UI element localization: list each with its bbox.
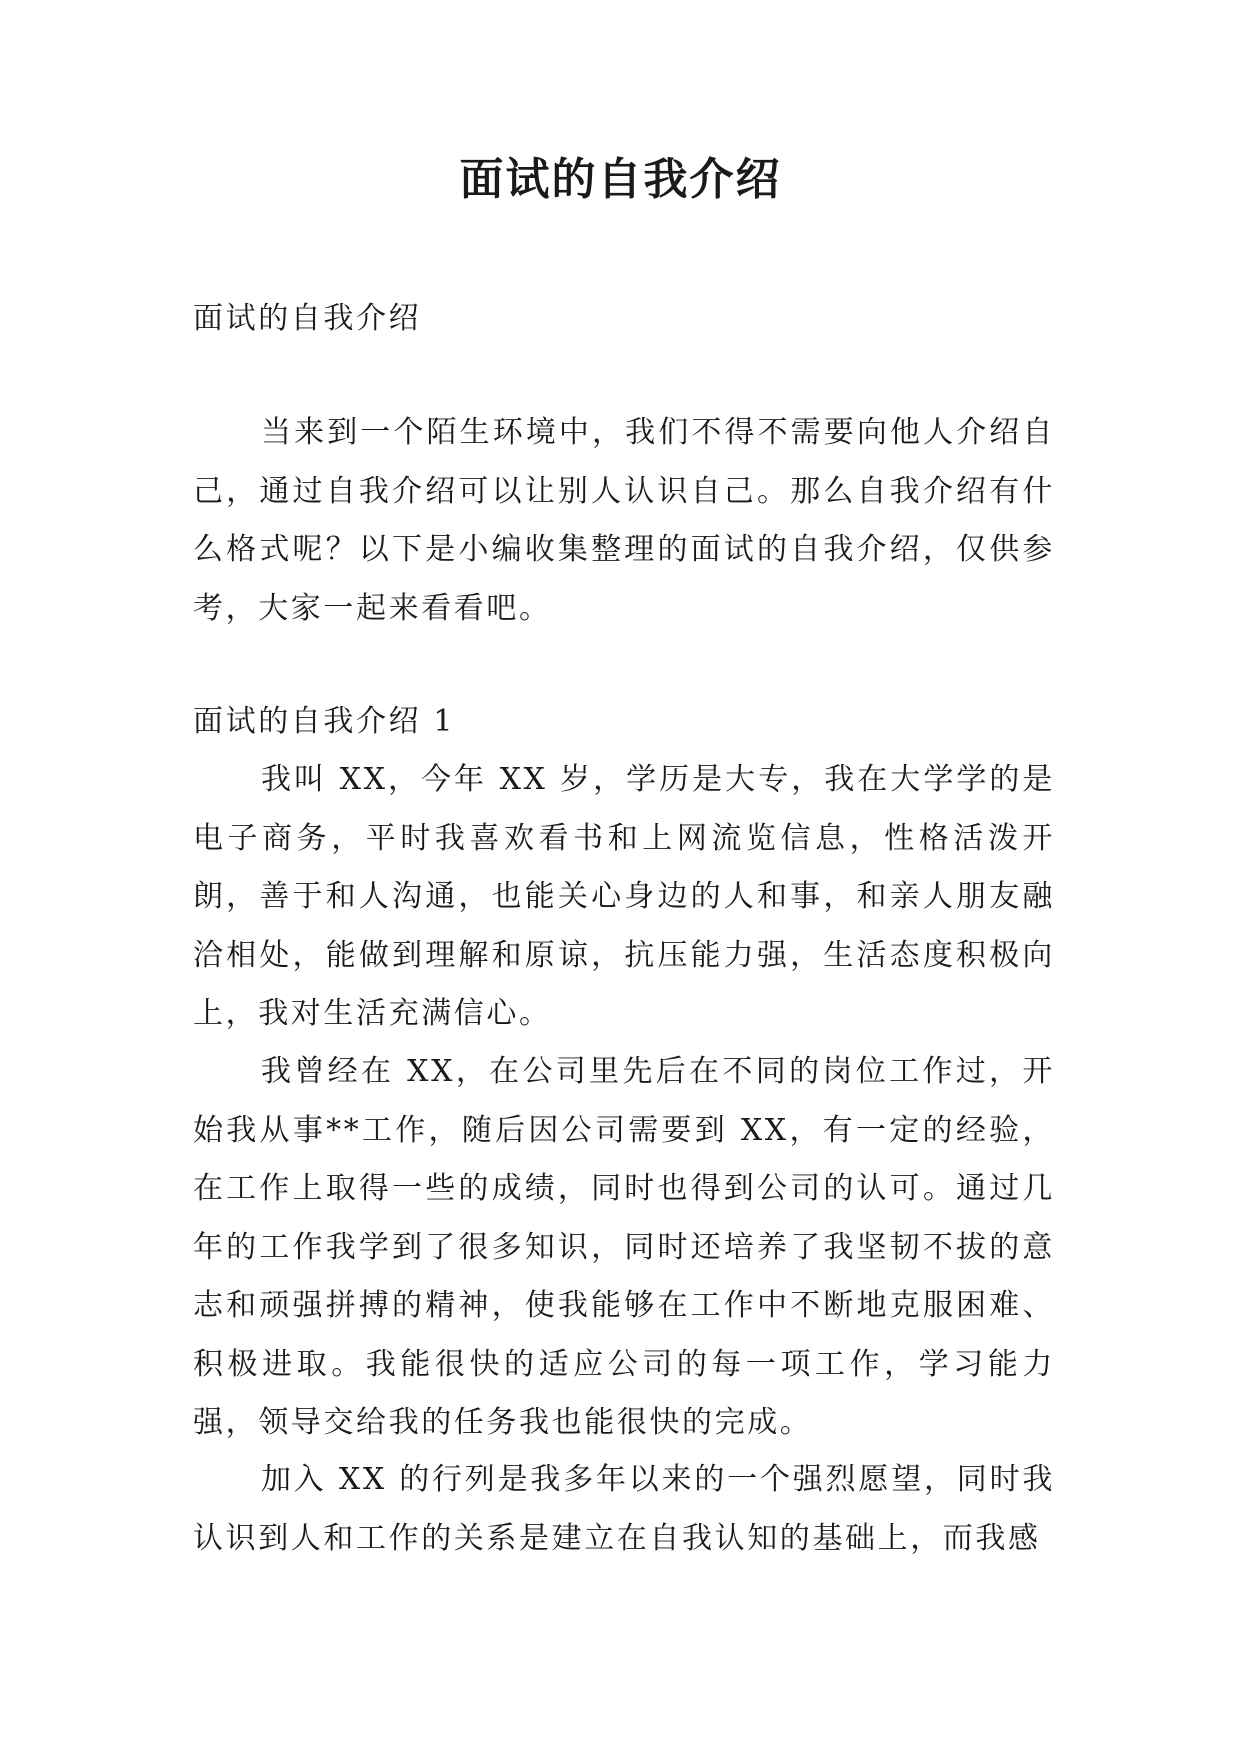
- intro-paragraph: 当来到一个陌生环境中，我们不得不需要向他人介绍自己，通过自我介绍可以让别人认识自己。那么自我介绍有什么格式呢？以下是小编收集整理的面试的自我介绍，仅供参考，大家一起来看看吧。: [193, 415, 1055, 626]
- body-paragraph-3: 加入 XX 的行列是我多年以来的一个强烈愿望，同时我认识到人和工作的关系是建立在自我认知的基础上，而我感: [193, 1462, 1055, 1556]
- body-paragraph-2: 我曾经在 XX，在公司里先后在不同的岗位工作过，开始我从事**工作，随后因公司需要到 XX，有一定的经验，在工作上取得一些的成绩，同时也得到公司的认可。通过几年的工作我学到了很多知识，同时还培养了我坚韧不拔的意志和顽强拼搏的精神，使我能够在工作中不断地克服困难、积极进取。我能很快的适应公司的每一项工作，学习能力强，领导交给我的任务我也能很快的完成。: [193, 1054, 1055, 1440]
- section-heading: 面试的自我介绍 1: [193, 704, 456, 739]
- body-paragraph-1: 我叫 XX，今年 XX 岁，学历是大专，我在大学学的是电子商务，平时我喜欢看书和上网流览信息，性格活泼开朗，善于和人沟通，也能关心身边的人和事，和亲人朋友融洽相处，能做到理解和原谅，抗压能力强，生活态度积极向上，我对生活充满信心。: [193, 762, 1055, 1031]
- document-title: 面试的自我介绍: [459, 154, 782, 205]
- document-subtitle: 面试的自我介绍: [193, 301, 422, 336]
